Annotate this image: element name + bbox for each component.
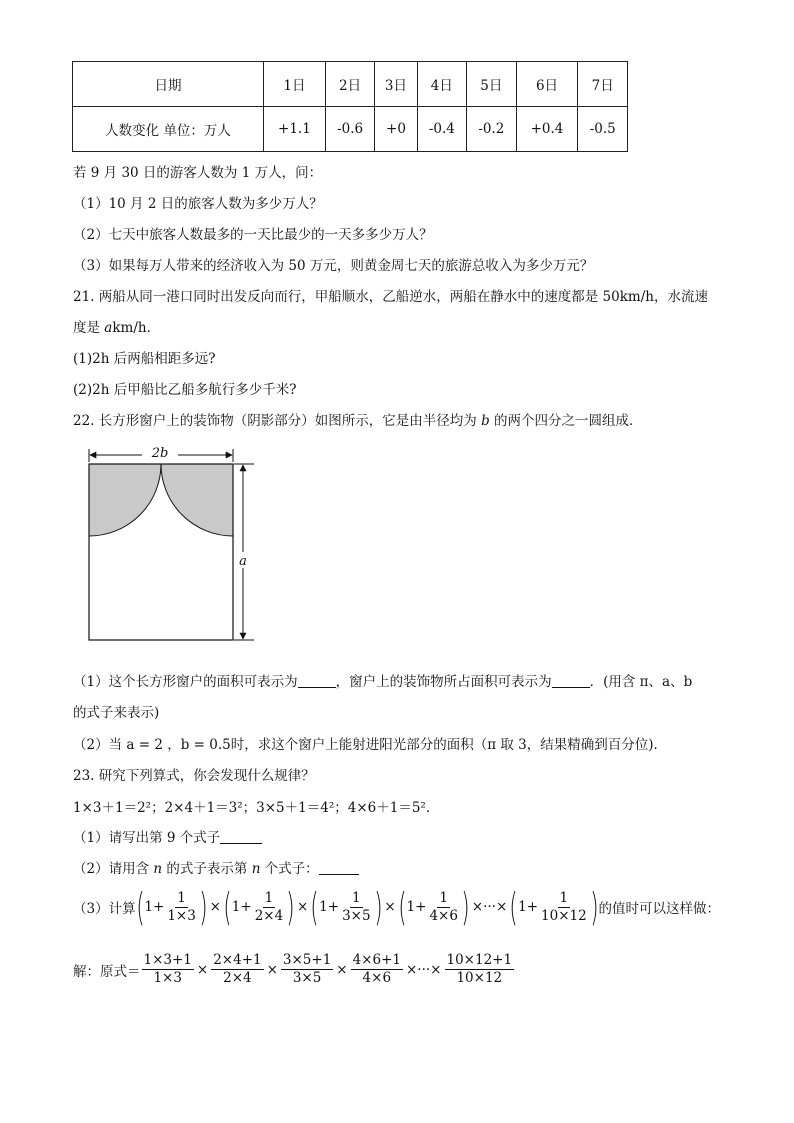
table-cell: +0.4: [516, 107, 578, 152]
table-cell: -0.5: [578, 107, 628, 152]
answer-blank[interactable]: [552, 673, 590, 688]
table-row: [73, 107, 628, 152]
q23-part1: （1）请写出第 9 个式子: [73, 826, 262, 846]
answer-blank[interactable]: [220, 829, 262, 844]
table-cell: 人数变化 单位：万人: [73, 107, 264, 152]
q21-stem-line2: 度是 akm/h．: [73, 320, 161, 336]
table-cell: -0.4: [417, 107, 466, 152]
window-figure: [80, 440, 270, 650]
q23-part2: （2）请用含 n 的式子表示第 n 个式子：: [73, 857, 359, 877]
height-label: a: [239, 554, 247, 569]
answer-blank[interactable]: [298, 673, 336, 688]
q23-pattern: 1×3＋1＝2²；2×4＋1＝3²；3×5＋1＝4²；4×6＋1＝5²．: [73, 800, 440, 816]
table-cell: -0.2: [467, 107, 516, 152]
table-cell: -0.6: [325, 107, 374, 152]
q20-intro: 若 9 月 30 日的游客人数为 1 万人，问：: [73, 165, 323, 181]
fraction: $\frac{10\times 12+1}{10\times 12}$: [446, 952, 513, 986]
fraction: $\frac{3\times 5+1}{3\times 5}$: [282, 952, 332, 986]
q21-stem-line1: 21. 两船从同一港口同时出发反向而行，甲船顺水，乙船逆水，两船在静水中的速度都是 50km/h，水流速: [73, 289, 708, 305]
fraction: $\frac{1\times 3+1}{1\times 3}$: [143, 952, 192, 986]
visitor-change-table: [72, 61, 628, 152]
fraction: $\frac{1}{2\times 4}$: [254, 889, 284, 924]
table-cell: +0: [375, 107, 417, 152]
fraction: $\frac{1}{3\times 5}$: [342, 889, 371, 924]
fraction: $\frac{2\times 4+1}{2\times 4}$: [213, 952, 262, 986]
q20-part3: （3）如果每万人带来的经济收入为 50 万元，则黄金周七天的旅游总收入为多少万元？: [73, 258, 594, 274]
q23-part3: （3）计算 ( 1+ $\frac{1}{1\times 3}$ ) × ( 1+ $\frac{1}{2\times 4}$ ) × ( 1+ $\frac{1}{3\times 5}$ ) × ( 1+ $\frac{1}{4\times 6}$ ) ×···× ( 1+ $\frac{1}{10\times 12}$ ) 的值时可以这样做：: [73, 885, 721, 929]
q23-stem: 23. 研究下列算式，你会发现什么规律？: [73, 768, 315, 784]
q22-part1: （1）这个长方形窗户的面积可表示为 ，窗户上的装饰物所占面积可表示为 ．(用含 π、a、b: [73, 674, 693, 690]
fraction: $\frac{1}{4\times 6}$: [429, 889, 458, 924]
left-quarter-circle: [89, 464, 161, 536]
q20-part1: （1）10 月 2 日的旅客人数为多少万人？: [73, 196, 323, 212]
table-cell: 3日: [375, 62, 417, 107]
table-cell: 4日: [417, 62, 466, 107]
table-cell: 日期: [73, 62, 264, 107]
table-cell: 5日: [467, 62, 516, 107]
table-cell: 6日: [516, 62, 578, 107]
table-header-row: [73, 62, 628, 107]
right-quarter-circle: [161, 464, 233, 536]
q22-part1-cont: 的式子来表示): [73, 705, 160, 721]
table-cell: 2日: [325, 62, 374, 107]
q21-part1: (1)2h 后两船相距多远?: [73, 351, 216, 367]
table-cell: 7日: [578, 62, 628, 107]
table-cell: 1日: [264, 62, 326, 107]
q22-part2: （2）当 a = 2 ，b = 0.5时，求这个窗户上能射进阳光部分的面积（π 取 3，结果精确到百分位)．: [73, 737, 668, 753]
fraction: $\frac{4\times 6+1}{4\times 6}$: [352, 952, 401, 986]
q20-part2: （2）七天中旅客人数最多的一天比最少的一天多多少万人？: [73, 227, 433, 243]
q21-part2: (2)2h 后甲船比乙船多航行多少千米?: [73, 382, 297, 398]
answer-blank[interactable]: [319, 860, 359, 875]
width-label: 2b: [151, 446, 169, 461]
q23-solution: 解：原式＝ $\frac{1\times 3+1}{1\times 3}$ × $\frac{2\times 4+1}{2\times 4}$ × $\frac{3\times 5+1}{3\times 5}$ × $\frac{4\times 6+1}{4\times 6}$ ×···× $\frac{10\times 12+1}{10\times 12}$: [73, 952, 513, 986]
table-cell: +1.1: [264, 107, 326, 152]
q22-stem: 22. 长方形窗户上的装饰物（阴影部分）如图所示，它是由半径均为 b 的两个四分之一圆组成．: [73, 413, 643, 429]
fraction: $\frac{1}{10\times 12}$: [541, 889, 587, 924]
fraction: $\frac{1}{1\times 3}$: [167, 889, 196, 924]
